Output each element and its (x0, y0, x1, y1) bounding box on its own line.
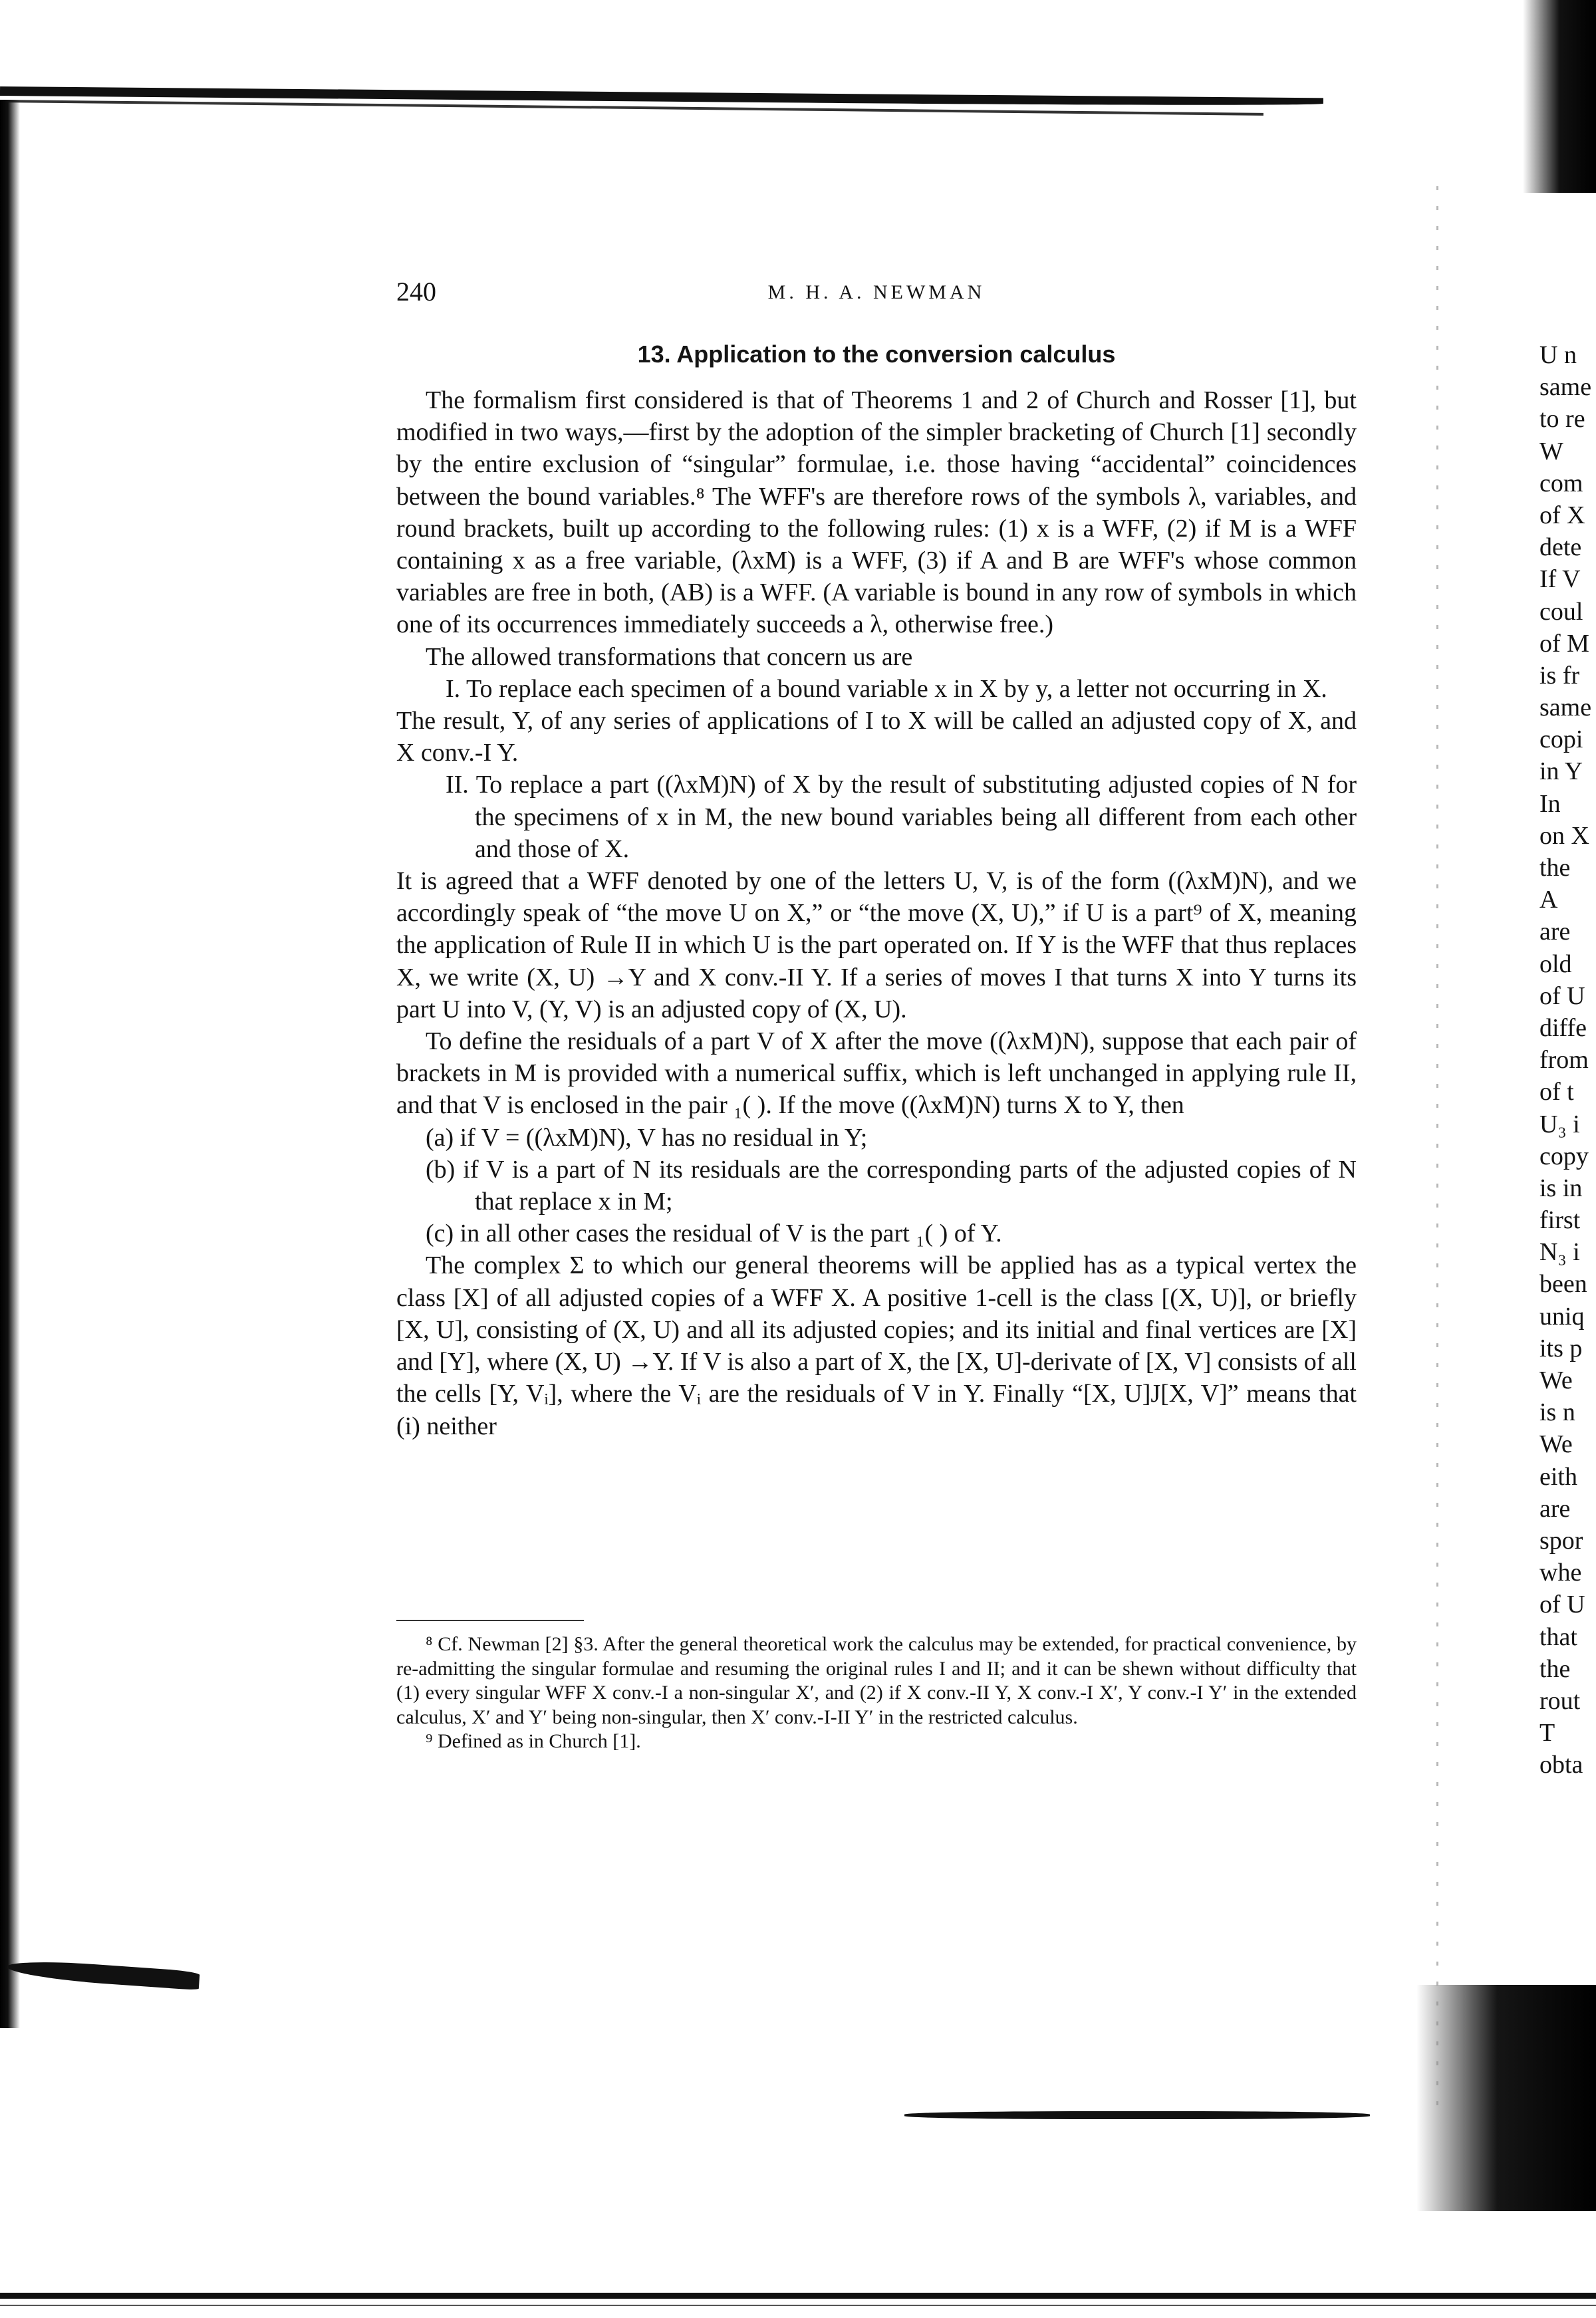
footnotes (396, 1632, 1357, 1754)
adjacent-page-fragment (1539, 339, 1596, 1781)
adjacent-page-line: same (1539, 694, 1592, 722)
adjacent-page-line: copi (1539, 725, 1583, 754)
adjacent-page-line: coul (1539, 597, 1583, 626)
adjacent-page-line: eith (1539, 1462, 1577, 1491)
scan-blot-left (6, 1958, 200, 1990)
adjacent-page-line: is fr (1539, 661, 1580, 690)
adjacent-page-line: of X (1539, 501, 1585, 529)
scan-shadow-left (0, 100, 20, 2028)
adjacent-page-line: that (1539, 1622, 1577, 1651)
adjacent-page-line: whe (1539, 1559, 1582, 1587)
scan-mark-bottom (904, 2111, 1370, 2119)
adjacent-page-line: of U (1539, 1591, 1585, 1619)
adjacent-page-line: been (1539, 1270, 1587, 1299)
adjacent-page-line: same (1539, 373, 1592, 402)
scan-border-bottom (0, 2293, 1596, 2299)
adjacent-page-line: are (1539, 918, 1571, 946)
adjacent-page-line: diffe (1539, 1013, 1587, 1042)
adjacent-page-line: A (1539, 886, 1558, 914)
adjacent-page-line: the (1539, 1654, 1571, 1683)
scan-shadow-right-top (1523, 0, 1596, 193)
footnote-9: ⁹ Defined as in Church [1]. (426, 1730, 641, 1752)
adjacent-page-line: uniq (1539, 1302, 1585, 1331)
paragraph: The result, Y, of any series of applications of I to X will be called an adjusted copy of X, and X conv.-I Y. (396, 707, 1357, 767)
adjacent-page-line: on X (1539, 821, 1589, 850)
case-item: (a) if V = ((λxM)N), V has no residual in Y; (426, 1123, 868, 1152)
adjacent-page-line: We (1539, 1366, 1573, 1394)
adjacent-page-line: U₃ i (1539, 1110, 1580, 1138)
adjacent-page-line: spor (1539, 1526, 1583, 1555)
adjacent-page-line: We (1539, 1430, 1573, 1459)
adjacent-page-line: old (1539, 950, 1572, 978)
paragraph: It is agreed that a WFF denoted by one of the letters U, V, is of the form ((λxM)N), and we accordingly speak of “the move U on X,” or “the move (X, U),” if U is a part⁹ of X, meaning the application of Rule II in which U is the part operated on. If Y is the WFF that thus replaces X, we write (X, U) →Y and X conv.-II Y. If a series of moves I that turns X into Y turns its part U into V, (Y, V) is an adjusted copy of (X, U). (396, 867, 1357, 1023)
rule-two: II. To replace a part ((λxM)N) of X by the result of substituting adjusted copies of N for the specimens of x in M, the new bound variables being all different from each other and those of X. (446, 771, 1357, 863)
adjacent-page-line: If V (1539, 565, 1581, 594)
paragraph: The complex Σ to which our general theorems will be applied has as a typical vertex the class [X] of all adjusted copies of a WFF X. A positive 1-cell is the class [(X, U)], or briefly [X, U], consisting of (X, U) and all its adjusted copies; and its initial and final vertices are [X] and [Y], where (X, U) →Y. If V is also a part of X, the [X, U]-derivate of [X, V] consists of all the cells [Y, Vᵢ], where the Vᵢ are the residuals of V in Y. Finally “[X, U]J[X, V]” means that (i) neither (396, 1251, 1357, 1440)
page-header (396, 276, 1357, 316)
page-fold-line (1436, 186, 1438, 2115)
adjacent-page-line: in Y (1539, 757, 1583, 786)
adjacent-page-line: of M (1539, 629, 1589, 658)
adjacent-page-line: dete (1539, 533, 1582, 562)
scan-border-bottom-thin (0, 2305, 1596, 2306)
adjacent-page-line: obta (1539, 1751, 1583, 1779)
adjacent-page-line: the (1539, 854, 1571, 882)
body-text (396, 384, 1357, 1442)
adjacent-page-line: is n (1539, 1398, 1575, 1427)
paragraph: To define the residuals of a part V of X after the move ((λxM)N), suppose that each pair of brackets in M is provided with a numerical suffix, which is left unchanged in applying rule II, and that V is enclosed in the pair ₁( ). If the move ((λxM)N) turns X to Y, then (396, 1027, 1357, 1120)
paragraph: The allowed transformations that concern us are (426, 642, 913, 671)
adjacent-page-line: of t (1539, 1078, 1574, 1106)
adjacent-page-line: its p (1539, 1334, 1583, 1362)
footnote-8: ⁸ Cf. Newman [2] §3. After the general theoretical work the calculus may be extended, for practical convenience, by re-admitting the singular formulae and resuming the original rules I and II; and it can be shewn without difficulty that (1) every singular WFF X conv.-I a non-singular X′, and (2) if X conv.-II Y, X conv.-I X′, Y conv.-I Y′ in the extended calculus, X′ and Y′ being non-singular, then X′ conv.-I-II Y′ in the restricted calculus. (396, 1633, 1357, 1728)
adjacent-page-line: com (1539, 469, 1583, 497)
case-item: (c) in all other cases the residual of V is the part ₁( ) of Y. (426, 1220, 1002, 1248)
case-item: (b) if V is a part of N its residuals are the corresponding parts of the adjusted copies of N that replace x in M; (426, 1155, 1357, 1216)
paragraph: The formalism first considered is that of Theorems 1 and 2 of Church and Rosser [1], but modified in two ways,—first by the adoption of the simpler bracketing of Church [1] secondly by the entire exclusion of “singular” formulae, i.e. those having “accidental” coincidences between the bound variables.⁸ The WFF's are therefore rows of the symbols λ, variables, and round brackets, built up according to the following rules: (1) x is a WFF, (2) if M is a WFF containing x as a free variable, (λxM) is a WFF, (3) if A and B are WFF's whose common variables are free in both, (AB) is a WFF. (A variable is bound in any row of symbols in which one of its occurrences immediately succeeds a λ, otherwise free.) (396, 386, 1357, 639)
rule-one: I. To replace each specimen of a bound variable x in X by y, a letter not occurring in X. (446, 674, 1327, 703)
adjacent-page-line: In (1539, 789, 1561, 818)
adjacent-page-line: are (1539, 1494, 1571, 1523)
adjacent-page-line: first (1539, 1206, 1581, 1235)
adjacent-page-line: from (1539, 1046, 1589, 1075)
adjacent-page-line: N₃ i (1539, 1238, 1580, 1267)
scan-shadow-right-bottom (1416, 1985, 1596, 2211)
section-title: 13. Application to the conversion calculus (637, 340, 1116, 368)
adjacent-page-line: is in (1539, 1174, 1583, 1202)
adjacent-page-line: of U (1539, 981, 1585, 1010)
adjacent-page-line: T (1539, 1719, 1555, 1747)
footnote-separator (396, 1620, 584, 1621)
adjacent-page-line: U n (1539, 341, 1577, 369)
page-number: 240 (396, 277, 436, 307)
adjacent-page-line: copy (1539, 1142, 1589, 1170)
adjacent-page-line: to re (1539, 405, 1585, 434)
running-head: M. H. A. NEWMAN (767, 281, 986, 303)
adjacent-page-line: rout (1539, 1686, 1581, 1715)
adjacent-page-line: W (1539, 437, 1563, 465)
